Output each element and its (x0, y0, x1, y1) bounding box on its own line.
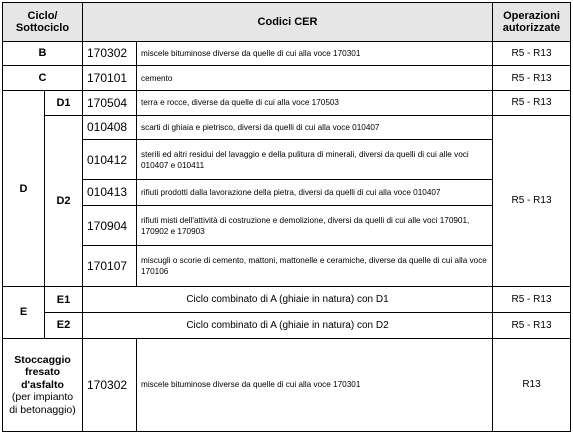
table-row (3, 140, 571, 180)
header-codici: Codici CER (83, 3, 493, 42)
cer-code: 010413 (83, 179, 137, 205)
group-d: D (3, 90, 45, 286)
stoccaggio-title: Stoccaggio fresato d'asfalto (14, 353, 71, 391)
cer-description: terra e rocce, diverse da quelle di cui alla voce 170503 (137, 90, 493, 115)
table-row (3, 90, 571, 115)
subgroup-e1: E1 (45, 287, 83, 313)
header-operazioni: Operazioni autorizzate (493, 3, 571, 42)
table-row (3, 41, 571, 66)
combined-cycle: Ciclo combinato di A (ghiaie in natura) con D1 (83, 287, 493, 313)
combined-cycle: Ciclo combinato di A (ghiaie in natura) con D2 (83, 312, 493, 338)
group-e: E (3, 287, 45, 338)
cer-code: 170107 (83, 246, 137, 287)
operations: R5 - R13 (493, 41, 571, 66)
cer-code: 170101 (83, 66, 137, 91)
operations: R5 - R13 (493, 312, 571, 338)
table-row (3, 246, 571, 287)
table-row (3, 179, 571, 205)
operations: R13 (493, 338, 571, 431)
operations: R5 - R13 (493, 287, 571, 313)
cer-code: 010408 (83, 115, 137, 140)
table-row (3, 205, 571, 246)
cer-code: 010412 (83, 140, 137, 180)
table-row (3, 115, 571, 140)
table-row (3, 66, 571, 91)
cer-description: scarti di ghiaia e pietrisco, diversi da quelli di cui alla voce 010407 (137, 115, 493, 140)
cer-code: 170904 (83, 205, 137, 246)
cer-code: 170302 (83, 338, 137, 431)
cer-description: sterili ed altri residui del lavaggio e della pulitura di minerali, diversi da quelli di cui alle voci 010407 e 010411 (137, 140, 493, 180)
cer-description: cemento (137, 66, 493, 91)
cer-table (2, 2, 571, 432)
operations: R5 - R13 (493, 90, 571, 115)
cer-description: miscele bituminose diverse da quelle di cui alla voce 170301 (137, 338, 493, 431)
group-b: B (3, 41, 83, 66)
table-row (3, 338, 571, 431)
table-row (3, 312, 571, 338)
cer-code: 170302 (83, 41, 137, 66)
group-stoccaggio (3, 338, 83, 431)
header-row (3, 3, 571, 42)
operations: R5 - R13 (493, 115, 571, 287)
cer-description: rifiuti misti dell'attività di costruzione e demolizione, diversi da quelli di cui alle voci 170901, 170902 e 170903 (137, 205, 493, 246)
cer-description: miscugli o scorie di cemento, mattoni, mattonelle e ceramiche, diverse da quelle di cui alla voce 170106 (137, 246, 493, 287)
table-row (3, 287, 571, 313)
header-ciclo: Ciclo/ Sottociclo (3, 3, 83, 42)
group-c: C (3, 66, 83, 91)
subgroup-d1: D1 (45, 90, 83, 115)
subgroup-d2: D2 (45, 115, 83, 287)
operations: R5 - R13 (493, 66, 571, 91)
stoccaggio-note: (per impianto di betonaggio) (9, 391, 76, 416)
cer-code: 170504 (83, 90, 137, 115)
cer-description: rifiuti prodotti dalla lavorazione della pietra, diversi da quelli di cui alla voce 010407 (137, 179, 493, 205)
cer-description: miscele bituminose diverse da quelle di cui alla voce 170301 (137, 41, 493, 66)
subgroup-e2: E2 (45, 312, 83, 338)
